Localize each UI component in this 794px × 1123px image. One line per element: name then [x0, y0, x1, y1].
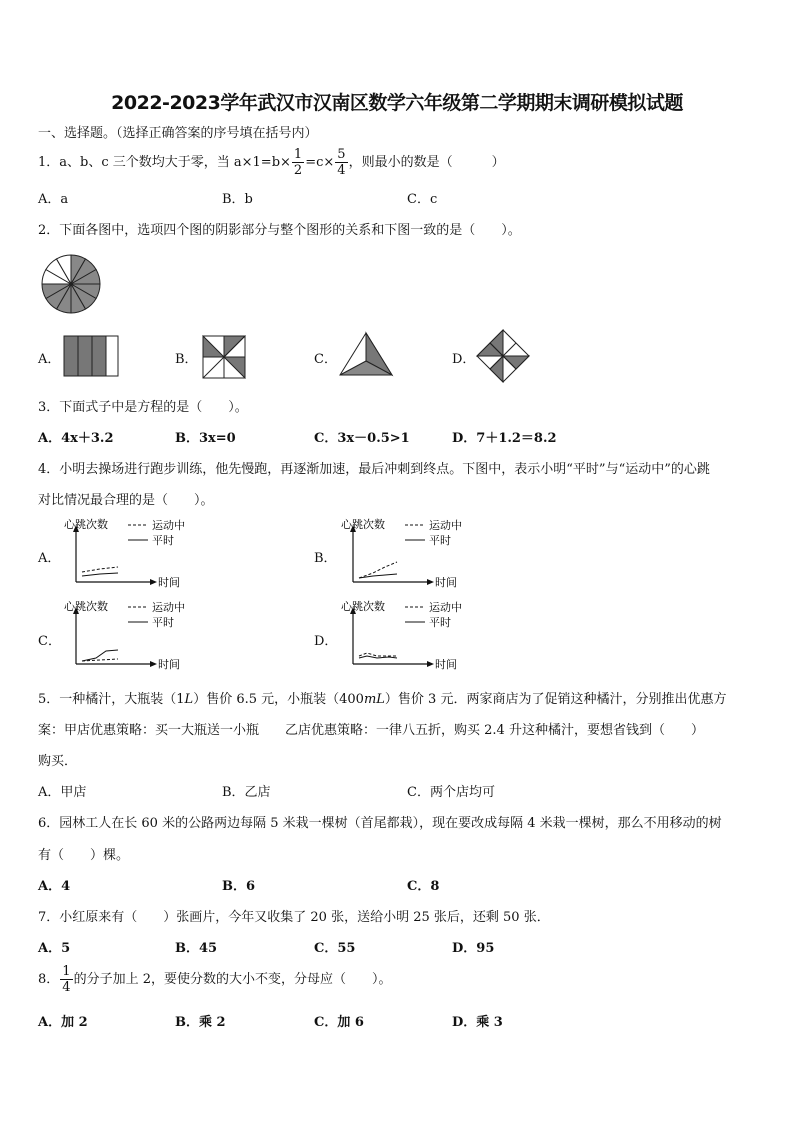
legend-solid-label: 平时 — [429, 616, 451, 629]
q2-option-c-figure[interactable] — [338, 331, 394, 377]
q5-option-c[interactable]: C．两个店均可 — [407, 785, 495, 800]
q7-option-d[interactable]: D．95 — [452, 941, 495, 956]
q1-option-a[interactable]: A．a — [38, 192, 69, 207]
x-axis-arrow — [427, 661, 434, 667]
q1-tail: ，则最小的数是（ ） — [348, 155, 505, 170]
x-axis-arrow — [150, 661, 157, 667]
q8-option-b[interactable]: B．乘 2 — [175, 1015, 226, 1030]
legend-solid-label: 平时 — [152, 534, 174, 547]
q4-option-a-label[interactable]: A． — [38, 551, 61, 566]
question-1 — [38, 146, 505, 180]
y-axis-label: 心跳次数 — [64, 600, 108, 613]
q2-option-b-label[interactable]: B． — [175, 352, 198, 367]
question-3: 3．下面式子中是方程的是（ ）。 — [38, 400, 248, 415]
x-axis-label: 时间 — [158, 576, 180, 589]
question-8 — [38, 962, 391, 998]
legend-dash-label: 运动中 — [152, 519, 185, 532]
q3-option-d[interactable]: D．7＋1.2＝8.2 — [452, 431, 557, 446]
q2-option-d-figure[interactable] — [476, 329, 530, 383]
q7-option-c[interactable]: C．55 — [314, 941, 356, 956]
legend-dash-label: 运动中 — [152, 601, 185, 614]
question-7: 7．小红原来有（ ）张画片，今年又收集了 20 张，送给小明 25 张后，还剩 50 张． — [38, 910, 550, 925]
q6-option-a[interactable]: A．4 — [38, 879, 71, 894]
x-axis-label: 时间 — [435, 576, 457, 589]
q1-f2-num: 5 — [337, 147, 346, 162]
q8-fraction — [60, 964, 72, 995]
q1-fraction-1 — [292, 147, 304, 178]
q8-lead: 8． — [38, 972, 60, 987]
q5-text-c: ）售价 3 元．两家商店为了促销这种橘汁，分别推出优惠方 — [384, 692, 727, 707]
question-6-line-2: 有（ ）棵。 — [38, 848, 130, 863]
q4-graph-a[interactable] — [60, 516, 200, 592]
x-axis-label: 时间 — [435, 658, 457, 671]
question-4-line-1: 4．小明去操场进行跑步训练，他先慢跑，再逐渐加速，最后冲刺到终点。下图中，表示小明“平时”与“运动中”的心跳 — [38, 462, 710, 477]
page-title: 2022-2023学年武汉市汉南区数学六年级第二学期期末调研模拟试题 — [111, 92, 683, 114]
question-5-line-3: 购买． — [38, 754, 78, 769]
exercise-curve — [82, 567, 118, 572]
y-axis-label: 心跳次数 — [64, 518, 108, 531]
q5-unit-ml: mL — [363, 692, 385, 707]
x-axis-arrow — [427, 579, 434, 585]
q8-option-c[interactable]: C．加 6 — [314, 1015, 364, 1030]
q5-text-b: ）售价 6.5 元，小瓶装（400 — [193, 692, 364, 707]
q1-lead: 1．a、b、c 三个数均大于零，当 a×1=b× — [38, 155, 291, 170]
legend-dash-label: 运动中 — [429, 601, 462, 614]
q1-option-b[interactable]: B．b — [222, 192, 253, 207]
q6-option-c[interactable]: C．8 — [407, 879, 440, 894]
q4-option-b-label[interactable]: B． — [314, 551, 337, 566]
q2-option-a-figure[interactable] — [63, 335, 119, 377]
q8-option-a[interactable]: A．加 2 — [38, 1015, 88, 1030]
q1-f1-den: 2 — [293, 163, 303, 178]
question-4-line-2: 对比情况最合理的是（ ）。 — [38, 493, 214, 508]
q6-option-b[interactable]: B．6 — [222, 879, 256, 894]
normal-curve — [82, 573, 118, 576]
q5-unit-l: L — [184, 692, 194, 707]
section-heading: 一、选择题。（选择正确答案的序号填在括号内） — [38, 126, 318, 141]
q3-option-b[interactable]: B．3x=0 — [175, 431, 236, 446]
exercise-curve — [359, 653, 397, 656]
q7-option-a[interactable]: A．5 — [38, 941, 71, 956]
q4-graph-c[interactable] — [60, 598, 200, 674]
q3-option-c[interactable]: C．3x－0.5>1 — [314, 431, 410, 446]
q4-option-c-label[interactable]: C． — [38, 634, 61, 649]
q2-reference-circle — [40, 253, 102, 315]
q5-option-a[interactable]: A．甲店 — [38, 785, 87, 800]
q7-option-b[interactable]: B．45 — [175, 941, 218, 956]
q1-option-c[interactable]: C．c — [407, 192, 438, 207]
normal-curve — [359, 656, 397, 658]
x-axis-label: 时间 — [158, 658, 180, 671]
y-axis-label: 心跳次数 — [341, 600, 385, 613]
question-2: 2．下面各图中，选项四个图的阴影部分与整个图形的关系和下图一致的是（ ）。 — [38, 223, 521, 238]
q4-graph-d[interactable] — [337, 598, 477, 674]
q5-text-a: 5．一种橘汁，大瓶装（1 — [38, 692, 185, 707]
q1-f1-num: 1 — [293, 147, 303, 162]
q1-mid: =c× — [305, 155, 335, 170]
question-5-line-2: 案：甲店优惠策略：买一大瓶送一小瓶 乙店优惠策略：一律八五折，购买 2.4 升这种橘汁，要想省钱到（ ） — [38, 723, 704, 738]
question-5-line-1 — [38, 688, 726, 707]
legend-solid-label: 平时 — [152, 616, 174, 629]
q2-option-c-label[interactable]: C． — [314, 352, 337, 367]
q2-option-b-figure[interactable] — [202, 335, 246, 379]
q8-f-num: 1 — [62, 964, 71, 979]
q5-option-b[interactable]: B．乙店 — [222, 785, 271, 800]
x-axis-arrow — [150, 579, 157, 585]
q1-f2-den: 4 — [337, 163, 346, 178]
q2-option-d-label[interactable]: D． — [452, 352, 476, 367]
q8-tail: 的分子加上 2，要使分数的大小不变，分母应（ ）。 — [73, 972, 392, 987]
question-6-line-1: 6．园林工人在长 60 米的公路两边每隔 5 米栽一棵树（首尾都栽），现在要改成每隔 4 米栽一棵树，那么不用移动的树 — [38, 816, 722, 831]
legend-dash-label: 运动中 — [429, 519, 462, 532]
q3-option-a[interactable]: A．4x＋3.2 — [38, 431, 114, 446]
q8-option-d[interactable]: D．乘 3 — [452, 1015, 503, 1030]
q8-f-den: 4 — [62, 980, 71, 995]
q1-fraction-2 — [335, 147, 347, 178]
y-axis-label: 心跳次数 — [341, 518, 385, 531]
q4-graph-b[interactable] — [337, 516, 477, 592]
legend-solid-label: 平时 — [429, 534, 451, 547]
q4-option-d-label[interactable]: D． — [314, 634, 338, 649]
q2-option-a-label[interactable]: A． — [38, 352, 61, 367]
